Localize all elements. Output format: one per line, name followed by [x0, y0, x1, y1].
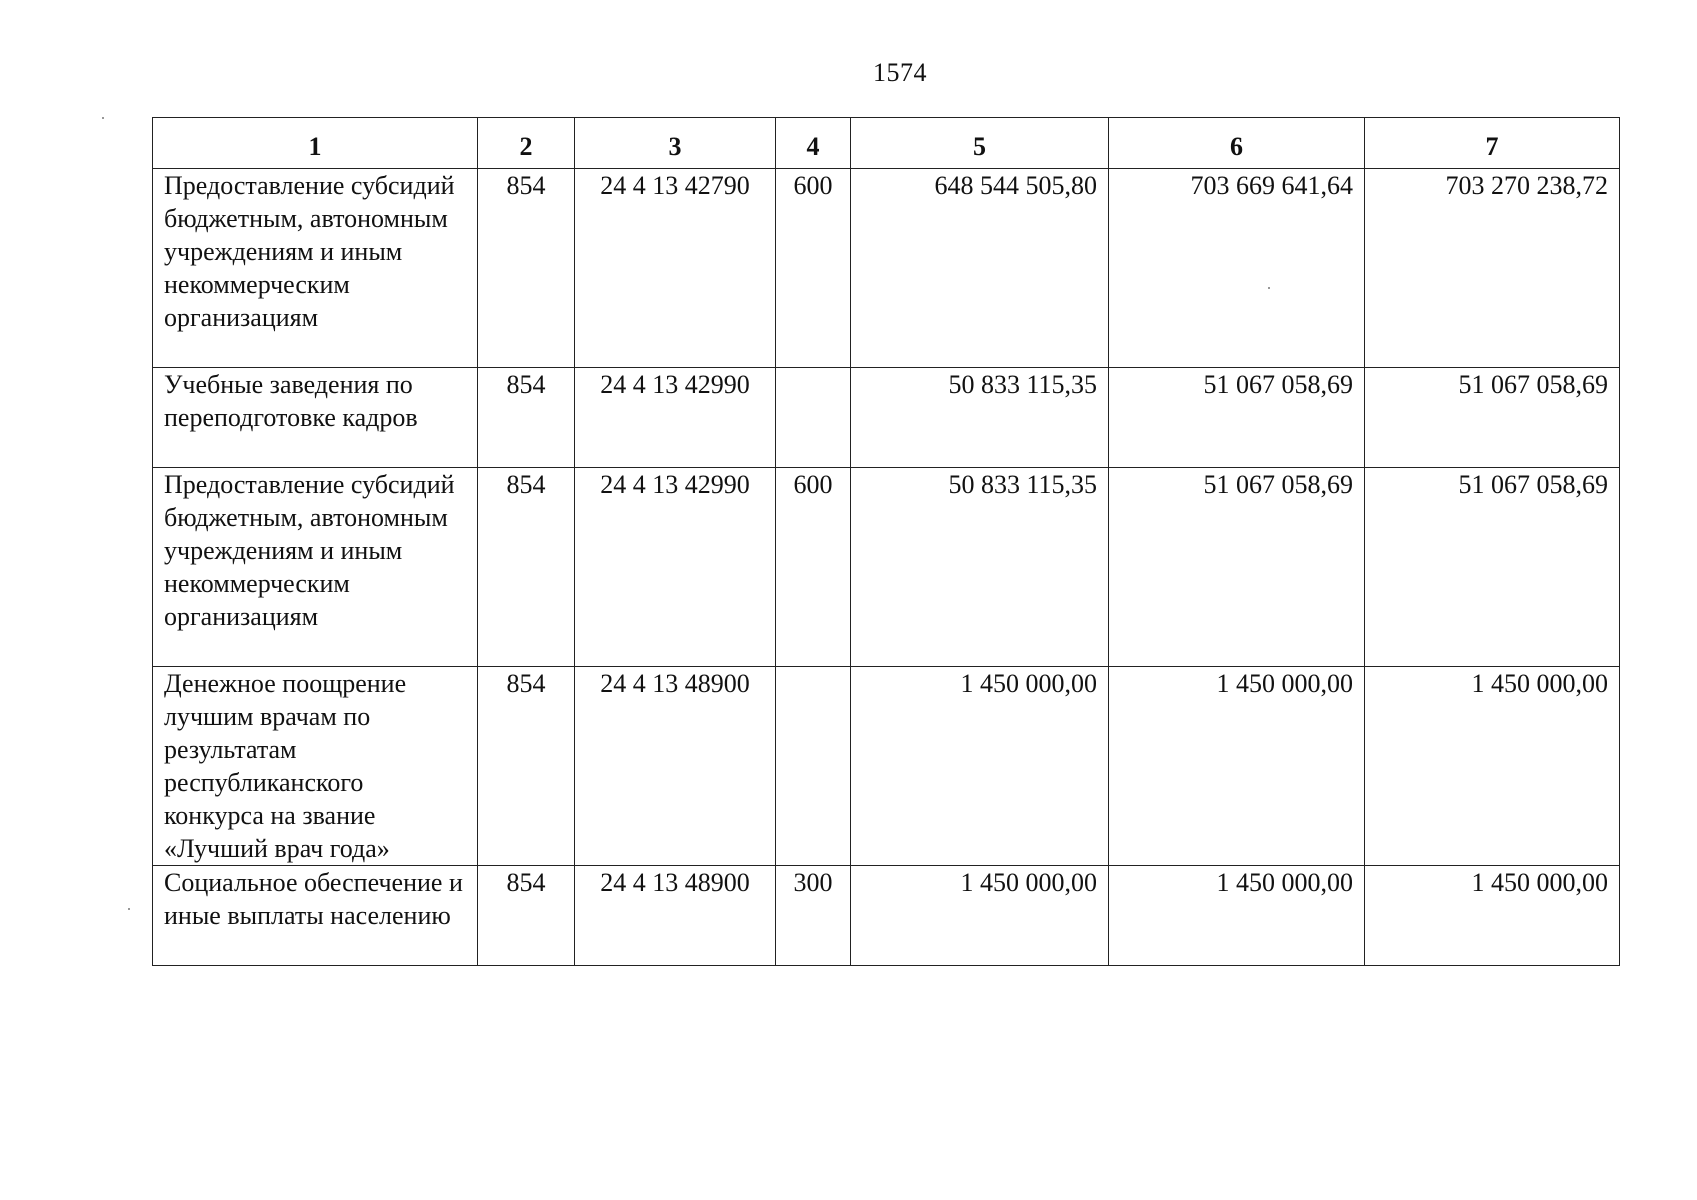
row-value-5: 1 450 000,00: [851, 866, 1109, 966]
row-code-2: 854: [478, 866, 575, 966]
row-code-3: 24 4 13 42790: [575, 169, 776, 368]
row-value-5: 50 833 115,35: [851, 468, 1109, 667]
row-name: Денежное поощрение лучшим врачам по результатам республиканского конкурса на звание «Лучший врач года»: [153, 667, 478, 866]
row-code-3: 24 4 13 48900: [575, 667, 776, 866]
row-value-7: 51 067 058,69: [1365, 368, 1620, 468]
column-header-6: 6: [1109, 118, 1365, 169]
row-value-6: 51 067 058,69: [1109, 468, 1365, 667]
row-code-2: 854: [478, 169, 575, 368]
row-value-6: 1 450 000,00: [1109, 667, 1365, 866]
scan-speck: [128, 908, 130, 910]
row-code-3: 24 4 13 42990: [575, 368, 776, 468]
row-code-4: 300: [776, 866, 851, 966]
row-name: Предоставление субсидий бюджетным, автономным учреждениям и иным некоммерческим организациям: [153, 468, 478, 667]
row-name: Учебные заведения по переподготовке кадров: [153, 368, 478, 468]
row-code-4: 600: [776, 169, 851, 368]
row-value-5: 648 544 505,80: [851, 169, 1109, 368]
scan-speck: [1268, 287, 1270, 289]
column-header-1: 1: [153, 118, 478, 169]
page-number: 1574: [873, 58, 927, 87]
scan-speck: [102, 117, 104, 119]
row-value-5: 50 833 115,35: [851, 368, 1109, 468]
row-code-2: 854: [478, 368, 575, 468]
row-code-4: [776, 368, 851, 468]
row-name: Предоставление субсидий бюджетным, автономным учреждениям и иным некоммерческим организациям: [153, 169, 478, 368]
row-value-6: 1 450 000,00: [1109, 866, 1365, 966]
table-row: [153, 667, 1620, 866]
row-value-5: 1 450 000,00: [851, 667, 1109, 866]
column-header-4: 4: [776, 118, 851, 169]
row-value-7: 1 450 000,00: [1365, 866, 1620, 966]
column-header-2: 2: [478, 118, 575, 169]
column-header-3: 3: [575, 118, 776, 169]
column-header-7: 7: [1365, 118, 1620, 169]
header-row: [153, 118, 1620, 169]
table-row: [153, 468, 1620, 667]
table-row: [153, 866, 1620, 966]
row-value-7: 1 450 000,00: [1365, 667, 1620, 866]
row-value-7: 703 270 238,72: [1365, 169, 1620, 368]
table-row: [153, 368, 1620, 468]
row-value-6: 703 669 641,64: [1109, 169, 1365, 368]
row-name: Социальное обеспечение и иные выплаты населению: [153, 866, 478, 966]
column-header-5: 5: [851, 118, 1109, 169]
row-code-2: 854: [478, 667, 575, 866]
row-code-4: [776, 667, 851, 866]
row-value-7: 51 067 058,69: [1365, 468, 1620, 667]
row-code-3: 24 4 13 48900: [575, 866, 776, 966]
row-code-2: 854: [478, 468, 575, 667]
row-code-3: 24 4 13 42990: [575, 468, 776, 667]
budget-table: [152, 117, 1620, 966]
row-value-6: 51 067 058,69: [1109, 368, 1365, 468]
row-code-4: 600: [776, 468, 851, 667]
table-row: [153, 169, 1620, 368]
